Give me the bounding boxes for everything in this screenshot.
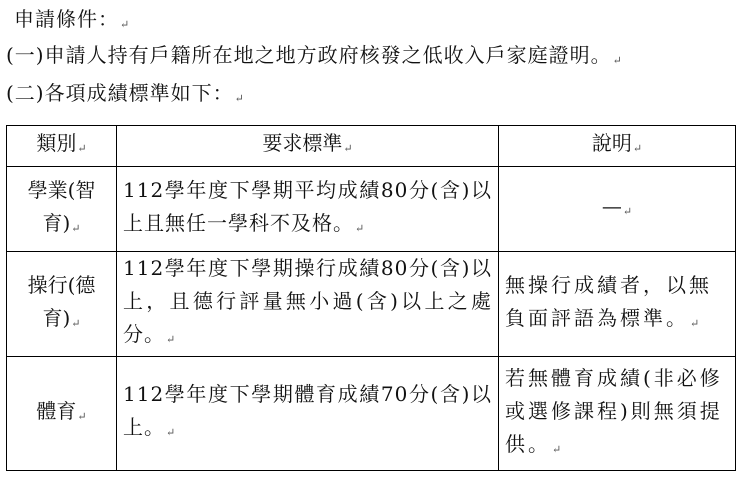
table-header-row [7,126,736,167]
row-category: 操行(德育)↵ [7,252,117,357]
header-note: 說明↵ [499,126,736,167]
row-note: —↵ [499,167,736,252]
header-category: 類別↵ [7,126,117,167]
section-heading: 申請條件：↵ [14,7,131,31]
row-note: 若無體育成績(非必修或選修課程)則無須提供。↵ [499,357,736,471]
row-category: 學業(智育)↵ [7,167,117,252]
table-row [7,167,736,252]
header-standard: 要求標準↵ [117,126,499,167]
condition-item-1: (一)申請人持有戶籍所在地之地方政府核發之低收入戶家庭證明。↵ [6,43,623,67]
row-note: 無操行成績者，以無負面評語為標準。↵ [499,252,736,357]
requirements-table [6,125,736,471]
row-standard: 112學年度下學期體育成績70分(含)以上。↵ [117,357,499,471]
table-row [7,357,736,471]
condition-item-2: (二)各項成績標準如下：↵ [6,81,245,105]
row-category: 體育↵ [7,357,117,471]
row-standard: 112學年度下學期平均成績80分(含)以上且無任一學科不及格。↵ [117,167,499,252]
row-standard: 112學年度下學期操行成績80分(含)以上，且德行評量無小過(含)以上之處分。↵ [117,252,499,357]
table-row [7,252,736,357]
